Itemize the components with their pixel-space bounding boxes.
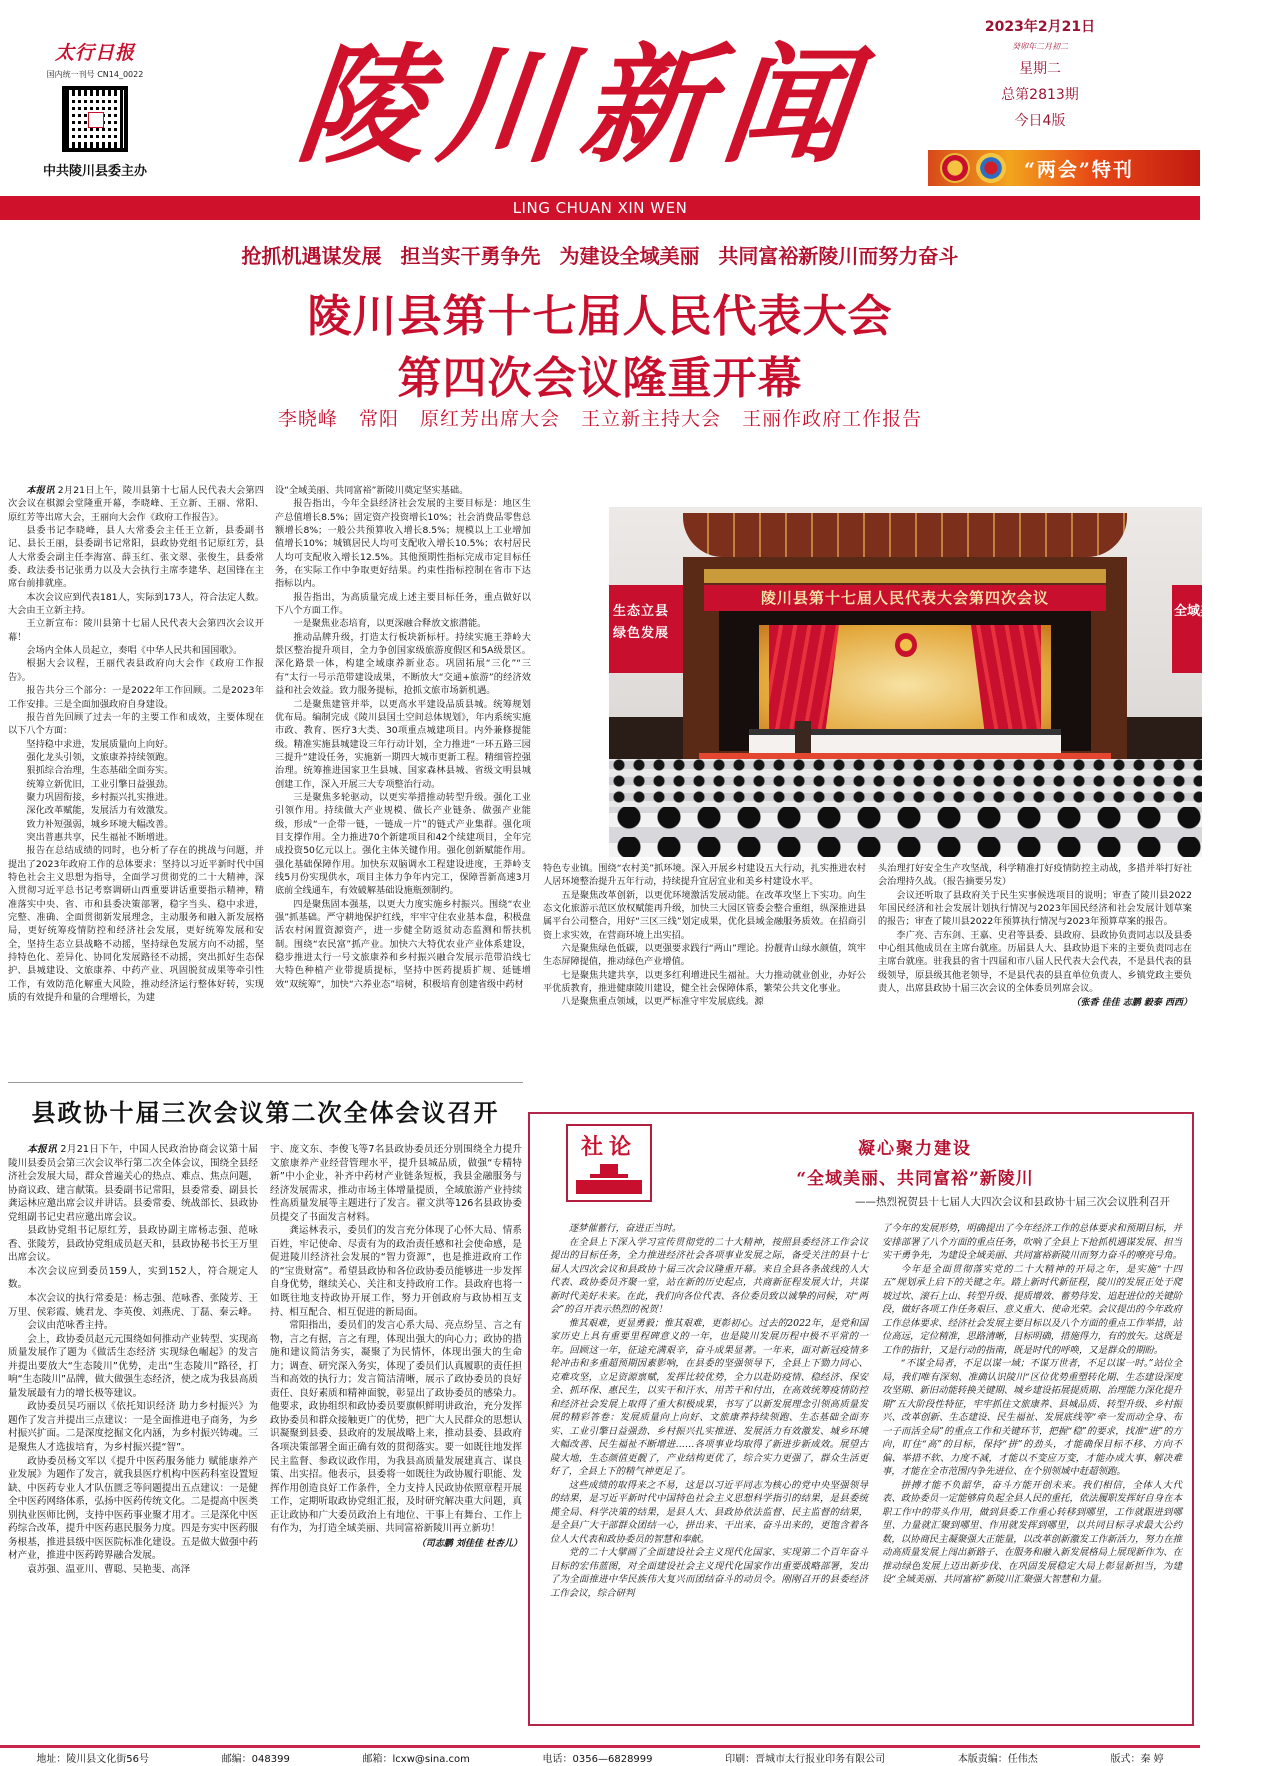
editorial-column-1 [550,1222,868,1718]
paragraph-text: 王立新宣布：陵川县第十七届人民代表大会第四次会议开幕！ [8,618,264,643]
qr-code-icon[interactable] [62,86,128,152]
sponsor: 中共陵川县委主办 [42,164,147,179]
paragraph-text: 坚持稳中求进，发展质量向上向好。 [26,738,174,750]
editorial-subtitle: ——热烈祝贺县十七届人大四次会议和县政协十届三次会议胜利召开 [855,1196,1170,1208]
paragraph [882,1222,1182,1263]
paragraph-text: 会上，政协委员赵元元围绕如何推动产业转型、实现高质量发展作了题为《做活生态经济 实现绿色崛起》的发言并提出要放大“生态陵川”优势，走出“生态陵川”路径，打响“生态陵川”品牌，做大做强生态经济，使之成为我县高质量发展最有力的增长极等建议。 [8,1333,258,1399]
paragraph-text: 2月21日下午，中国人民政治协商会议第十届陵川县委员会第三次会议举行第二次全体会议，围绕全县经济社会发展大局，群众普遍关心的热点、难点、焦点问题，协商议政、建言献策。县委副书记常阳，县委常委、副县长龚运林应邀出席会议并讲话。县委常委、统战部长、县政协党组副书记史君应邀出席会议。 [8,1144,258,1223]
paragraph [8,591,264,618]
paragraph-text: 强化龙头引领，文旅康养持续领跑。 [26,751,174,763]
masthead [0,0,1200,196]
title-char: 闻 [714,31,867,181]
pinyin-bar: LING CHUAN XIN WEN [0,196,1200,220]
paragraph-text: 特色专业镇。围绕“农村美”抓环境。深入开展乡村建设五大行动，扎实推进农村人居环境整治提升五年行动，持续提升宜居宜业和美乡村建设水平。 [543,863,866,888]
paragraph [8,844,264,1004]
paragraph [8,1319,258,1333]
paragraph-text: 三是聚焦多轮驱动，以更实举措推动转型升级。强化工业引领作用。持续做大产业规模、做长产业链条、做强产业能级，形成“一企带一链，一链成一片”的链式产业集群。强化项目支撑作用。全力推进70个新建项目和42个续建项目，全年完成投资50亿元以上。强化主体关键作用。强化创新赋能作用。强化基础保障作用。加快东双脑调水工程建设进度，王莽岭支线5月份实现供水，项目主体力争年内完工，保障晋新高速3月底前全线通车，有效破解基础设施瓶颈制约。 [275,791,531,897]
footer-editor: 本版责编：任伟杰 [957,1754,1038,1765]
paragraph-text: 会议由范咏香主持。 [27,1320,114,1332]
paragraph-text: 县政协党组书记原红芳，县政协副主席杨志强、范咏香、张陵芳，县政协党组成员赵天和，县政协秘书长王万里出席会议。 [8,1225,258,1264]
pavilion-icon [576,1164,642,1194]
title-char: 川 [432,31,585,181]
paragraph-text: 根据大会议程，王丽代表县政府向大会作《政府工作报告》。 [8,658,264,683]
paragraph [275,591,531,618]
issue-info [960,16,1120,130]
paragraph [275,698,531,791]
paragraph [8,684,264,711]
footer-postcode: 邮编：048399 [221,1754,290,1765]
newspaper-title [290,10,867,181]
paragraph-text: 本次会议的执行常委是：杨志强、范咏香、张陵芳、王万里、侯彩霞、姚君龙、李英俊、刘燕虎、丁磊、秦云峰。 [8,1293,258,1318]
footer [0,1750,1200,1766]
paragraph [882,1357,1182,1479]
paragraph [8,711,264,738]
paragraph-text: 深化改革赋能，发展活力有效激发。 [26,805,174,817]
paragraph-text: 这些成绩的取得来之不易，这是以习近平同志为核心的党中央坚强领导的结果，是习近平新时代中国特色社会主义思想科学指引的结果，是县委统揽全局、科学决策的结果，是县人大、县政协依法监督、民主监督的结果，是全县广大干部群众团结一心，拼出来、干出来、奋斗出来的，更饱含着各位人大代表和政协委员的智慧和奉献。 [550,1479,868,1545]
paragraph-text: 致力补短强弱，城乡环境大幅改善。 [26,818,174,830]
paragraph-text: 报告共分三个部分：一是2022年工作回顾。二是2023年工作安排。三是全面加强政府自身建设。 [8,685,264,710]
paragraph [878,862,1192,889]
paragraph [550,1546,868,1600]
paragraph [8,1455,258,1563]
editorial-title-line2: “全域美丽、共同富裕”新陵川 [796,1169,1034,1189]
footer-printer: 印刷：晋城市太行报业印务有限公司 [725,1754,886,1765]
special-edition-label: “两会”特刊 [1024,158,1134,181]
paragraph [543,942,866,969]
editorial-title-line1: 凝心聚力建设 [858,1139,972,1159]
title-char: 新 [573,31,726,181]
paragraph [275,791,531,898]
weekday: 星期二 [1019,61,1061,77]
paragraph [550,1317,868,1479]
lunar-date: 癸卯年二月初二 [1012,42,1068,51]
paragraph-text: 设“全域美丽、共同富裕”新陵川奠定坚实基础。 [275,485,469,496]
national-emblem-icon [895,633,917,657]
paragraph [8,1400,258,1454]
paragraph [8,657,264,684]
paragraph [270,1224,522,1319]
paragraph-text: 袁苏强、温亚川、曹聪、吴艳斐、高泽 [27,1563,191,1575]
paragraph [275,631,531,698]
paragraph [8,738,264,751]
byline: 本报讯 [26,485,55,496]
cppcc-column-1 [8,1143,258,1726]
title-char: 陵 [290,31,443,181]
paragraph-text: 一是聚焦业态培育，以更深融合释放文旅潜能。 [293,618,487,630]
paragraph-text: 县委书记李晓峰，县人大常委会主任王立新，县委副书记、县长王丽，县委副书记常阳，县政协党组书记原红芳，县人大常委会副主任李海富、薛玉红、张文翠、张俊生，县委常委、政法委书记张勇力以及大会执行主席李建华、赵国锋在主席台前排就座。 [8,525,264,590]
lead-subhead: 李晓峰 常阳 原红芳出席大会 王立新主持大会 王丽作政府工作报告 [277,408,923,430]
paragraph [8,644,264,657]
paragraph-text: 聚力巩固衔接，乡村振兴扎实推进。 [26,791,174,803]
paragraph-text: 八是聚焦重点领域，以更严标准守牢发展底线。源 [561,996,764,1008]
paragraph-text: 报告在总结成绩的同时，也分析了存在的挑战与问题，并提出了2023年政府工作的总体要求：坚持以习近平新时代中国特色社会主义思想为指导，全面学习贯彻党的二十大精神，深入贯彻习近平总书记考察调研山西重要讲话重要指示精神，精准落实中央、省、市和县委决策部署，稳字当头、稳中求进，完整、准确、全面贯彻新发展理念，主动服务和融入新发展格局，更好统筹疫情防控和经济社会发展，更好统筹发展和安全，坚持生态立县战略不动摇，坚持绿色发展方向不动摇，坚持特色化、差异化、协同化发展路径不动摇，突出抓好生态保护、县城建设、文旅康养、中药产业、巩固脱贫成果等牵引性工作，有效防范化解重大风险，推动经济运行整体好转，实现质的有效提升和量的合理增长，为建 [8,845,264,1004]
paragraph-text: 本次会议应到代表181人，实际到173人，符合法定人数。大会由王立新主持。 [8,591,264,617]
paragraph-text: 七是聚焦共建共享，以更多红利增进民生福祉。大力推动就业创业，办好公平优质教育，推进健康陵川建设，健全社会保障体系，繁荣公共文化事业。 [543,969,866,995]
paragraph [8,751,264,764]
paragraph [8,1292,258,1319]
lead-column-4 [878,862,1192,1022]
parent-paper-logo: 太行日报 [54,42,135,64]
slogan-sign-right: 全域美丽 共同富裕 [1172,585,1202,673]
paragraph [8,804,264,817]
lead-headline-line2: 第四次会议隆重开幕 [397,353,803,404]
paragraph [275,497,531,590]
paragraph [550,1222,868,1236]
paragraph [8,1224,258,1265]
cppcc-headline: 县政协十届三次会议第二次全体会议召开 [31,1098,500,1127]
paragraph-text: 了今年的发展形势，明确提出了今年经济工作的总体要求和预期目标，并安排部署了八个方面的重点任务，吹响了全县上下抢抓机遇谋发展、担当实干勇争先，为建设全域美丽、共同富裕新陵川而努力奋斗的嘹亮号角。 [882,1223,1183,1261]
paragraph [275,484,531,497]
lead-headline-line1: 陵川县第十七届人民代表大会 [307,291,893,342]
paragraph-text: 推动品牌升级，打造太行板块新标杆。持续实施王莽岭大景区整治提升项目，全力争创国家级旅游度假区和5A级景区。深化路景一体，构建全域康养新业态。巩固拓展“三化”“三有”太行一号示范带建设成果，不断放大“交通+旅游”的经济效益和社会效益。致力服务提标，抢抓文旅市场新机遇。 [275,631,531,697]
paragraph-text: 突出普惠共享，民生福祉不断增进。 [26,831,174,843]
paragraph [8,1563,258,1577]
paragraph [8,484,264,524]
lead-column-3 [543,862,866,1022]
paragraph [8,791,264,804]
editorial-box [528,1112,1194,1726]
paragraph-text: 会议还听取了县政府关于民生实事候选项目的说明；审查了陵川县2022年国民经济和社会发展计划执行情况与2023年国民经济和社会发展计划草案的报告；审查了陵川县2022年预算执行情况与2023年预算草案的报告。 [878,889,1192,928]
lead-kicker: 抢抓机遇谋发展 担当实干勇争先 为建设全域美丽 共同富裕新陵川而努力奋斗 [241,244,959,268]
issue-date: 2023年2月21日 [984,19,1096,35]
paragraph-text: 今年是全面贯彻落实党的二十大精神的开局之年，是实施“十四五”规划承上启下的关键之年。踏上新时代新征程，陵川的发展正处于爬坡过坎、滚石上山、转型升级、提质增效、蓄势待发、追赶进位的关键阶段，做好各项工作任务艰巨、意义重大、使命光荣。会议提出的今年政府工作总体要求、经济社会发展主要目标以及八个方面的重点工作举措，站位高远，定位精准，思路清晰，目标明确，措施得力，有的放矢。这既是工作的指针，又是行动的指南，既是时代的呼唤，又是群众的期盼。 [882,1263,1183,1356]
reporter-credit: （张香 佳佳 志鹏 毅泰 西西） [1071,998,1192,1009]
photo-ceiling [683,513,1127,557]
paragraph [878,929,1192,996]
paragraph-text: 会场内全体人员起立，奏唱《中华人民共和国国歌》。 [26,645,243,657]
paragraph-text: 政协委员杨文军以《提升中医药服务能力 赋能康养产业发展》为题作了发言，就我县医疗机构中医药科室设置短缺、中医药专业人才队伍匮乏等问题提出五点建议：一是健全中医药网络体系，弘扬中医药传统文化。二是提高中医类别执业医师比例，支持中医药事业聚才用才。三是深化中医药综合改革，提升中医药惠民服务力度。四是夯实中医药服务根基，推进县级中医医院标准化建设。五是做大做强中药材产业，推进中医药跨界融合发展。 [8,1455,258,1562]
paragraph-text: 宇、庞文东、李俊飞等7名县政协委员还分别围绕全力提升文旅康养产业经营管理水平，提升县城品质，做强“专精特新”中小企业，补齐中药材产业链条短板，我县金融服务与经济发展需求，推动市场主体增量提质，全域旅游产业持续性高质量发展等主题进行了发言。翟文洪等126名县政协委员提交了书面发言材料。 [270,1144,522,1223]
audience-front-rows [609,807,1202,857]
paragraph [882,1263,1182,1358]
footer-rule [0,1745,1200,1748]
paragraph [8,1265,258,1292]
paragraph-text: 狠抓综合治理，生态基础全面夯实。 [26,765,174,777]
paragraph-text: 逐梦催蓄行，奋进正当时。 [568,1223,682,1234]
paragraph-text: 惟其艰难，更显勇毅；惟其艰难，更彰初心。过去的2022年，是党和国家历史上具有重要里程碑意义的一年，也是陵川发展历程中极不平常的一年。回顾这一年，征途充满艰辛，奋斗成果显著。一年来，面对新冠疫情多轮冲击和多重超预期因素影响，在县委的坚强领导下，全县上下勠力同心、克难攻坚，立足资源禀赋，发挥比较优势，全力以赴防疫情、稳经济、保安全、抓环保、惠民生，以实干和汗水、用苦干和付出，在高效统筹疫情防控和经济社会发展上取得了重大积极成果，书写了以新发展理念引领高质量发展的精彩答卷：发展质量向上向好、文旅康养持续领跑、生态基础全面夯实、工业引擎日益强劲、乡村振兴扎实推进、发展活力有效激发、城乡环境大幅改善、民生福祉不断增进……各项事业均取得了新进步新成效。展望古陵大地，生态颜值更靓了，产业结构更优了，综合实力更强了，群众生活更好了，全县上下的精气神更足了。 [550,1317,868,1477]
paragraph-text: 常阳指出，委员们的发言心系大局、亮点纷呈、言之有物，言之有据，言之有理，体现出强大的向心力；政协的措施和建议简洁务实，凝聚了为民情怀，体现出强大的生命力；调查、研究深入务实，体现了委员们认真履职的责任担当和高效的执行力；发言简洁清晰，展示了政协委员的良好责任、良好素质和精神面貌，彰显出了政协委员的感染力。他要求，政协组织和政协委员要旗帜鲜明讲政治，充分发挥政协委员和群众接触更广的优势，把广大人民群众的思想认识凝聚到县委、县政府的发展战略上来，推动县委、县政府各项决策部署全面正确有效的贯彻落实。要一如既往地发挥民主监督、参政议政作用，为我县高质量发展建真言、谋良策、出实招。他表示，县委将一如既往为政协履行职能、发挥作用创造良好工作条件，全力支持人民政协依照章程开展工作，定期听取政协党组汇报，及时研究解决重大问题，真正让政协和广大委员政治上有地位、干事上有舞台、工作上有作为，为打造全域美丽、共同富裕新陵川再立新功！ [270,1320,522,1535]
paragraph-text: 2月21日上午，陵川县第十七届人民代表大会第四次会议在棋源会堂隆重开幕，李晓峰、王立新、王丽、常阳、原红芳等出席大会，王丽向大会作《政府工作报告》。 [8,485,264,523]
paragraph-text: 统筹立新优旧，工业引擎日益强劲。 [26,778,174,790]
editorial-logo-text: 社论 [580,1134,637,1160]
paragraph [543,969,866,996]
paragraph [270,1143,522,1224]
paragraph [8,1333,258,1401]
footer-layout: 版式：秦 婷 [1110,1754,1164,1765]
lead-column-1 [8,484,264,1024]
paragraph [275,617,531,630]
paragraph [882,1479,1182,1587]
paragraph [550,1479,868,1547]
issn-number: 国内统一刊号 CN14_0022 [46,70,144,79]
paragraph-text: 政协委员吴巧丽以《依托知识经济 助力乡村振兴》为题作了发言并提出三点建议：一是全面推进电子商务，为乡村振兴扩面。二是深度挖掘文化内涵，为乡村振兴铸魂。三是聚焦人才选拔培育，为乡村振兴提“智”。 [8,1401,258,1454]
paragraph-text: “不谋全局者，不足以谋一域；不谋万世者，不足以谋一时。”站位全局，我们唯有深刻、准确认识陵川“区位优势重塑转化期、生态建设深度攻坚期、新旧动能转换关键期、城乡建设拓展提质期、治理能力深化提升期”五大阶段性特征，牢牢抓住文旅康养、县城品质、转型升级、乡村振兴、改革创新、生态建设、民生福祉、发展底线等“牵一发而动全身、布一子而活全局”的重点工作和关键环节，把握“稳”的要求，找准“进”的方向，盯住“高”的目标，保持“拼”的劲头，才能确保目标不移、方向不偏、举措不软、力度不减，才能以不变应万变，才能办成大事、解决难事，才能在全市范围内争先进位、在个别领域中赶超领跑。 [882,1358,1183,1477]
national-emblem-icon [940,153,970,183]
footer-address: 地址：陵川县文化街56号 [36,1754,150,1765]
lead-column-2 [275,484,531,1024]
reporter-credit: （司志鹏 刘佳佳 杜杏儿） [416,1538,522,1549]
paragraph [550,1236,868,1317]
footer-email[interactable]: 邮箱：lcxw@sina.com [362,1754,470,1765]
paragraph-text: 本次会议应到委员159人，实到152人，符合规定人数。 [8,1265,258,1291]
paragraph [275,898,531,991]
editorial-logo [566,1124,652,1202]
paragraph [8,831,264,844]
paragraph [878,889,1192,929]
paragraph [270,1319,522,1536]
paragraph-text: 报告首先回顾了过去一年的主要工作和成效，主要体现在以下八个方面： [8,711,264,737]
paragraph-text: 李广亮、吉东剑、王嘉、史君等县委、县政府、县政协负责同志以及县委中心组其他成员在主席台就座。历届县人大、县政协退下来的主要负责同志在主席台就座。驻我县的省十四届和市八届人民代表大会代表，不是县代表的县级领导，原县级其他老领导，不是县代表的县直单位负责人、乡镇党政主要负责人，出席县政协十届三次会议的全体委员列席会议。 [878,929,1192,995]
paragraph-text: 五是聚焦改革创新，以更优环境激活发展动能。在改革攻坚上下实功。向生态文化旅游示范区放权赋能再升级，加快三大园区管委会整合重组，纵深推进县属平台公司整合，用好“三区三线”划定成果，优化县域金融服务质效。在招商引资上求实效，在营商环境上出实招。 [543,889,866,941]
byline: 本报讯 [27,1144,58,1155]
paragraph-text: 报告指出，为高质量完成上述主要目标任务，重点做好以下八个方面工作。 [275,591,531,617]
paragraph-text: 拼搏才能不负韶华，奋斗方能开创未来。我们相信，全体人大代表、政协委员一定能够肩负起全县人民的重托，依法履职发挥好自身在本职工作中的带头作用，做到县委工作重心转移到哪里，工作就跟进到哪里、力量就汇聚到哪里、作用就发挥到哪里，以共同目标寻求最大公约数，以协商民主凝聚强大正能量，以改革创新激发工作新活力，努力在推动高质量发展上闯出新路子、在服务和融入新发展格局上展现新作为、在推动绿色发展上迈出新步伐、在巩固发展稳定大局上彰显新担当，为建设“全域美丽、共同富裕”新陵川汇聚强大智慧和力量。 [882,1479,1183,1585]
paragraph-text: 二是聚焦建管并举，以更高水平建设品质县城。统筹规划优布局。编制完成《陵川县国土空间总体规划》，年内系统实施市政、教育、医疗3大类、30项重点城建项目。内外兼修提能级。精准实施县城建设三年行动计划，全力推进“一环五路三园三提升”建设任务，实施新一期四大城市更新工程。精细管控强治理。统筹推进国家卫生县城、国家森林县城、省级文明县城创建工作，深入开展三大专项整治行动。 [275,698,531,790]
paragraph-text: 四是聚焦固本强基，以更大力度实施乡村振兴。围绕“农业强”抓基础。严守耕地保护红线，牢牢守住农业基本盘，积极盘活农村闲置资源资产，进一步健全防返贫动态监测和帮扶机制。围绕“农民富”抓产业。加快六大特优农业产业体系建设，稳步推进太行一号文旅康养和乡村振兴融合发展示范带沿线七大特色种植产业带提质提标，坚持中医药提质扩规、延链增效“双统筹”，加快“六养业态”培树，积极培育创建省级中药材 [275,898,531,990]
slogan-sign-left: 生态立县 绿色发展 [609,585,683,673]
paragraph [8,524,264,591]
paragraph [543,889,866,942]
special-edition-banner [928,150,1200,186]
footer-phone: 电话：0356—6828999 [542,1754,653,1765]
paragraph-text: 报告指出，今年全县经济社会发展的主要目标是：地区生产总值增长8.5%；固定资产投资增长10%；社会消费品零售总额增长8%；一般公共预算收入增长8.5%；规模以上工业增加值增长10%；城镇居民人均可支配收入增长10.5%；农村居民人均可支配收入增长12.5%。其他预期性指标完成市定目标任务，在实际工作中争取更好结果。约束性指标控制在省市下达指标以内。 [275,498,531,590]
paragraph-text: 党的二十大擘画了全面建设社会主义现代化国家、实现第二个百年奋斗目标的宏伟蓝图，对全面建设社会主义现代化国家作出重要战略部署，发出了为全面推进中华民族伟大复兴而团结奋斗的动员令。刚刚召开的县委经济工作会议，综合研判 [550,1547,868,1599]
cppcc-emblem-icon [976,153,1006,183]
paragraph-text: 六是聚焦绿色低碳，以更强要求践行“两山”理论。扮靓青山绿水颜值，筑牢生态屏障提值，推动绿色产业增值。 [543,943,866,968]
paragraph [8,778,264,791]
photo-pelmet [704,569,1106,583]
paragraph-text: 头治理打好安全生产攻坚战，科学精准打好疫情防控主动战，多措并举打好社会治理持久战。（报告摘要另发） [878,863,1192,888]
page-count: 今日4版 [1014,113,1066,129]
editorial-column-2 [882,1222,1182,1718]
section-divider [8,1082,523,1083]
paragraph-text: 龚运林表示，委员们的发言充分体现了心怀大局、情系百姓，牢记使命、尽责有为的政治责任感和社会使命感，是促进陵川经济社会发展的“智力资源”，也是推进政府工作的“宝贵财富”。希望县政协和各位政协委员能够进一步发挥自身优势，继续关心、关注和支持政府工作。县政府也将一如既往地支持政协开展工作，努力开创政府与政协相互支持、相互配合、相互促进的新局面。 [270,1225,522,1318]
cppcc-column-2 [270,1143,522,1726]
paragraph [8,617,264,644]
conference-photo[interactable] [609,507,1283,857]
paragraph [543,862,866,889]
photo-banner: 陵川县第十七届人民代表大会第四次会议 [704,585,1106,611]
paragraph [543,995,866,1008]
paragraph [8,1143,258,1224]
paragraph-text: 在全县上下深入学习宣传贯彻党的二十大精神，按照县委经济工作会议提出的目标任务，全力推进经济社会各项事业发展之际，备受关注的县十七届人大四次会议和县政协十届三次会议隆重开幕。来自全县各条战线的人大代表、政协委员齐聚一堂，站在新的历史起点，共商新征程发展大计，共谋新时代美好未来。在此，我们向各位代表、各位委员致以诚挚的问候，对“两会”的召开表示热烈的祝贺！ [550,1236,868,1315]
paragraph [8,818,264,831]
paragraph [8,764,264,777]
masthead-left [30,38,160,179]
issue-number: 总第2813期 [1001,87,1079,103]
